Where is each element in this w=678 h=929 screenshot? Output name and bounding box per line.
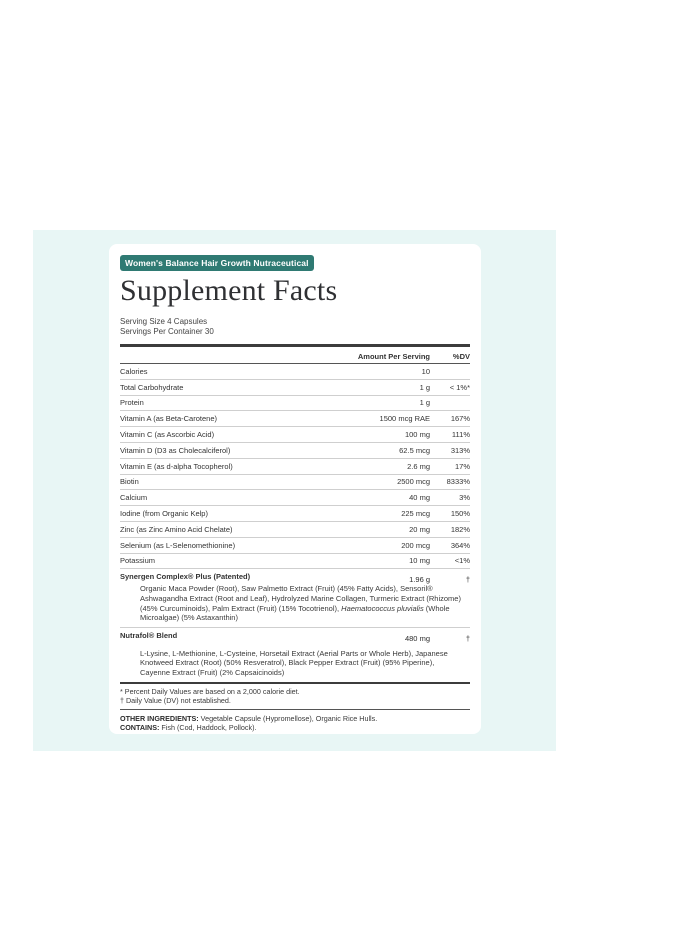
product-badge: Women's Balance Hair Growth Nutraceutical	[120, 255, 314, 271]
nutrient-amount: 20 mg	[409, 524, 430, 534]
contains	[120, 723, 470, 733]
nutrient-name: Selenium (as L-Selenomethionine)	[120, 540, 236, 550]
supplement-facts-panel	[109, 244, 481, 734]
nutrient-amount: 1 g	[419, 382, 430, 392]
blend-desc-italic: Haematococcus pluvialis	[341, 603, 424, 613]
blend-amount: 480 mg	[404, 633, 430, 643]
table-row	[120, 364, 470, 380]
table-header	[120, 350, 470, 364]
nutrient-name: Iodine (from Organic Kelp)	[120, 509, 208, 519]
nutrient-name: Vitamin E (as d-alpha Tocopherol)	[120, 461, 233, 471]
table-row	[120, 380, 470, 396]
blend-dv: †	[465, 633, 470, 643]
blend-description	[120, 584, 470, 622]
nutrient-amount: 40 mg	[409, 493, 430, 503]
serving-size: Serving Size 4 Capsules	[120, 317, 208, 326]
nutrient-dv: 3%	[459, 493, 470, 503]
nutrient-dv: 313%	[450, 445, 470, 455]
nutrafol-blend	[120, 628, 470, 684]
nutrient-dv: 17%	[454, 461, 470, 471]
thick-divider	[120, 344, 470, 347]
nutrient-dv: 364%	[450, 540, 470, 550]
nutrient-dv: 8333%	[446, 477, 470, 487]
nutrient-amount: 10	[421, 366, 430, 376]
nutrient-name: Vitamin C (as Ascorbic Acid)	[120, 430, 215, 440]
nutrient-name: Zinc (as Zinc Amino Acid Chelate)	[120, 524, 233, 534]
blend-description: L-Lysine, L-Methionine, L-Cysteine, Horsetail Extract (Aerial Parts or Whole Herb), Japanese Knotweed Extract (Root) (50% Resveratrol), Black Pepper Extract (Fruit) (95% Piperine), Cayenne Extract (Fruit) (2% Capsaicinoids)	[140, 648, 448, 677]
blend-name: Synergen Complex® Plus (Patented)	[120, 572, 251, 582]
nutrient-amount: 1 g	[419, 398, 430, 408]
nutrient-name: Total Carbohydrate	[120, 382, 184, 392]
nutrient-dv: 150%	[450, 509, 470, 519]
nutrient-amount: 100 mg	[404, 430, 430, 440]
nutrient-name: Protein	[120, 398, 144, 408]
nutrient-amount: 2.6 mg	[407, 461, 430, 471]
contains-label: CONTAINS:	[120, 723, 160, 733]
blend-desc-text: (Whole Microalgae) (5% Astaxanthin)	[140, 603, 450, 623]
nutrient-rows	[120, 364, 470, 569]
table-row	[120, 522, 470, 538]
table-row	[120, 506, 470, 522]
nutrient-name: Vitamin A (as Beta-Carotene)	[120, 414, 217, 424]
dv-header: %DV	[452, 352, 470, 361]
nutrient-amount: 10 mg	[409, 556, 430, 566]
blend-desc-text: Organic Maca Powder (Root), Saw Palmetto Extract (Fruit) (45% Fatty Acids), Sensoril® Ashwagandha Extract (Root and Leaf), Hydrolyzed Marine Collagen, Turmeric Extract (Rhizome) (45% Curcuminoids), Palm Extract (Fruit) (15% Tocotrienol),	[140, 584, 461, 613]
blend-name: Nutrafol® Blend	[120, 630, 178, 640]
dagger-note: † Daily Value (DV) not established.	[120, 696, 231, 706]
nutrient-name: Potassium	[120, 556, 156, 566]
nutrient-amount: 2500 mcg	[397, 477, 430, 487]
servings-per-container: Servings Per Container 30	[120, 327, 214, 336]
nutrient-name: Vitamin D (D3 as Cholecalciferol)	[120, 445, 231, 455]
nutrient-name: Calcium	[120, 493, 148, 503]
amount-header: Amount Per Serving	[357, 352, 430, 361]
serving-info	[120, 317, 470, 337]
table-row	[120, 538, 470, 554]
synergen-blend	[120, 569, 470, 627]
other-ingredients-text: Vegetable Capsule (Hypromellose), Organic Rice Hulls.	[198, 713, 378, 723]
nutrient-dv: 111%	[451, 430, 470, 440]
nutrient-dv: 182%	[450, 524, 470, 534]
other-ingredients	[120, 714, 470, 724]
nutrient-dv: <1%	[454, 556, 470, 566]
nutrient-name: Biotin	[120, 477, 139, 487]
ingredients	[120, 710, 470, 733]
nutrient-amount: 200 mcg	[401, 540, 430, 550]
blend-amount: 1.96 g	[409, 575, 430, 585]
table-row	[120, 396, 470, 412]
table-row	[120, 411, 470, 427]
nutrient-amount: 62.5 mcg	[399, 445, 430, 455]
nutrient-dv: 167%	[450, 414, 470, 424]
nutrient-dv: < 1%*	[449, 382, 470, 392]
panel-title: Supplement Facts	[120, 274, 338, 307]
nutrient-amount: 225 mcg	[401, 509, 430, 519]
percent-dv-note: * Percent Daily Values are based on a 2,000 calorie diet.	[120, 686, 300, 696]
nutrient-name: Calories	[120, 366, 148, 376]
blend-dv: †	[465, 575, 470, 585]
table-row	[120, 554, 470, 570]
contains-text: Fish (Cod, Haddock, Pollock).	[159, 723, 257, 733]
other-ingredients-label: OTHER INGREDIENTS:	[120, 713, 199, 723]
nutrient-amount: 1500 mcg RAE	[379, 414, 430, 424]
table-row	[120, 427, 470, 443]
table-row	[120, 459, 470, 475]
table-row	[120, 475, 470, 491]
footnotes	[120, 684, 470, 710]
table-row	[120, 490, 470, 506]
table-row	[120, 443, 470, 459]
